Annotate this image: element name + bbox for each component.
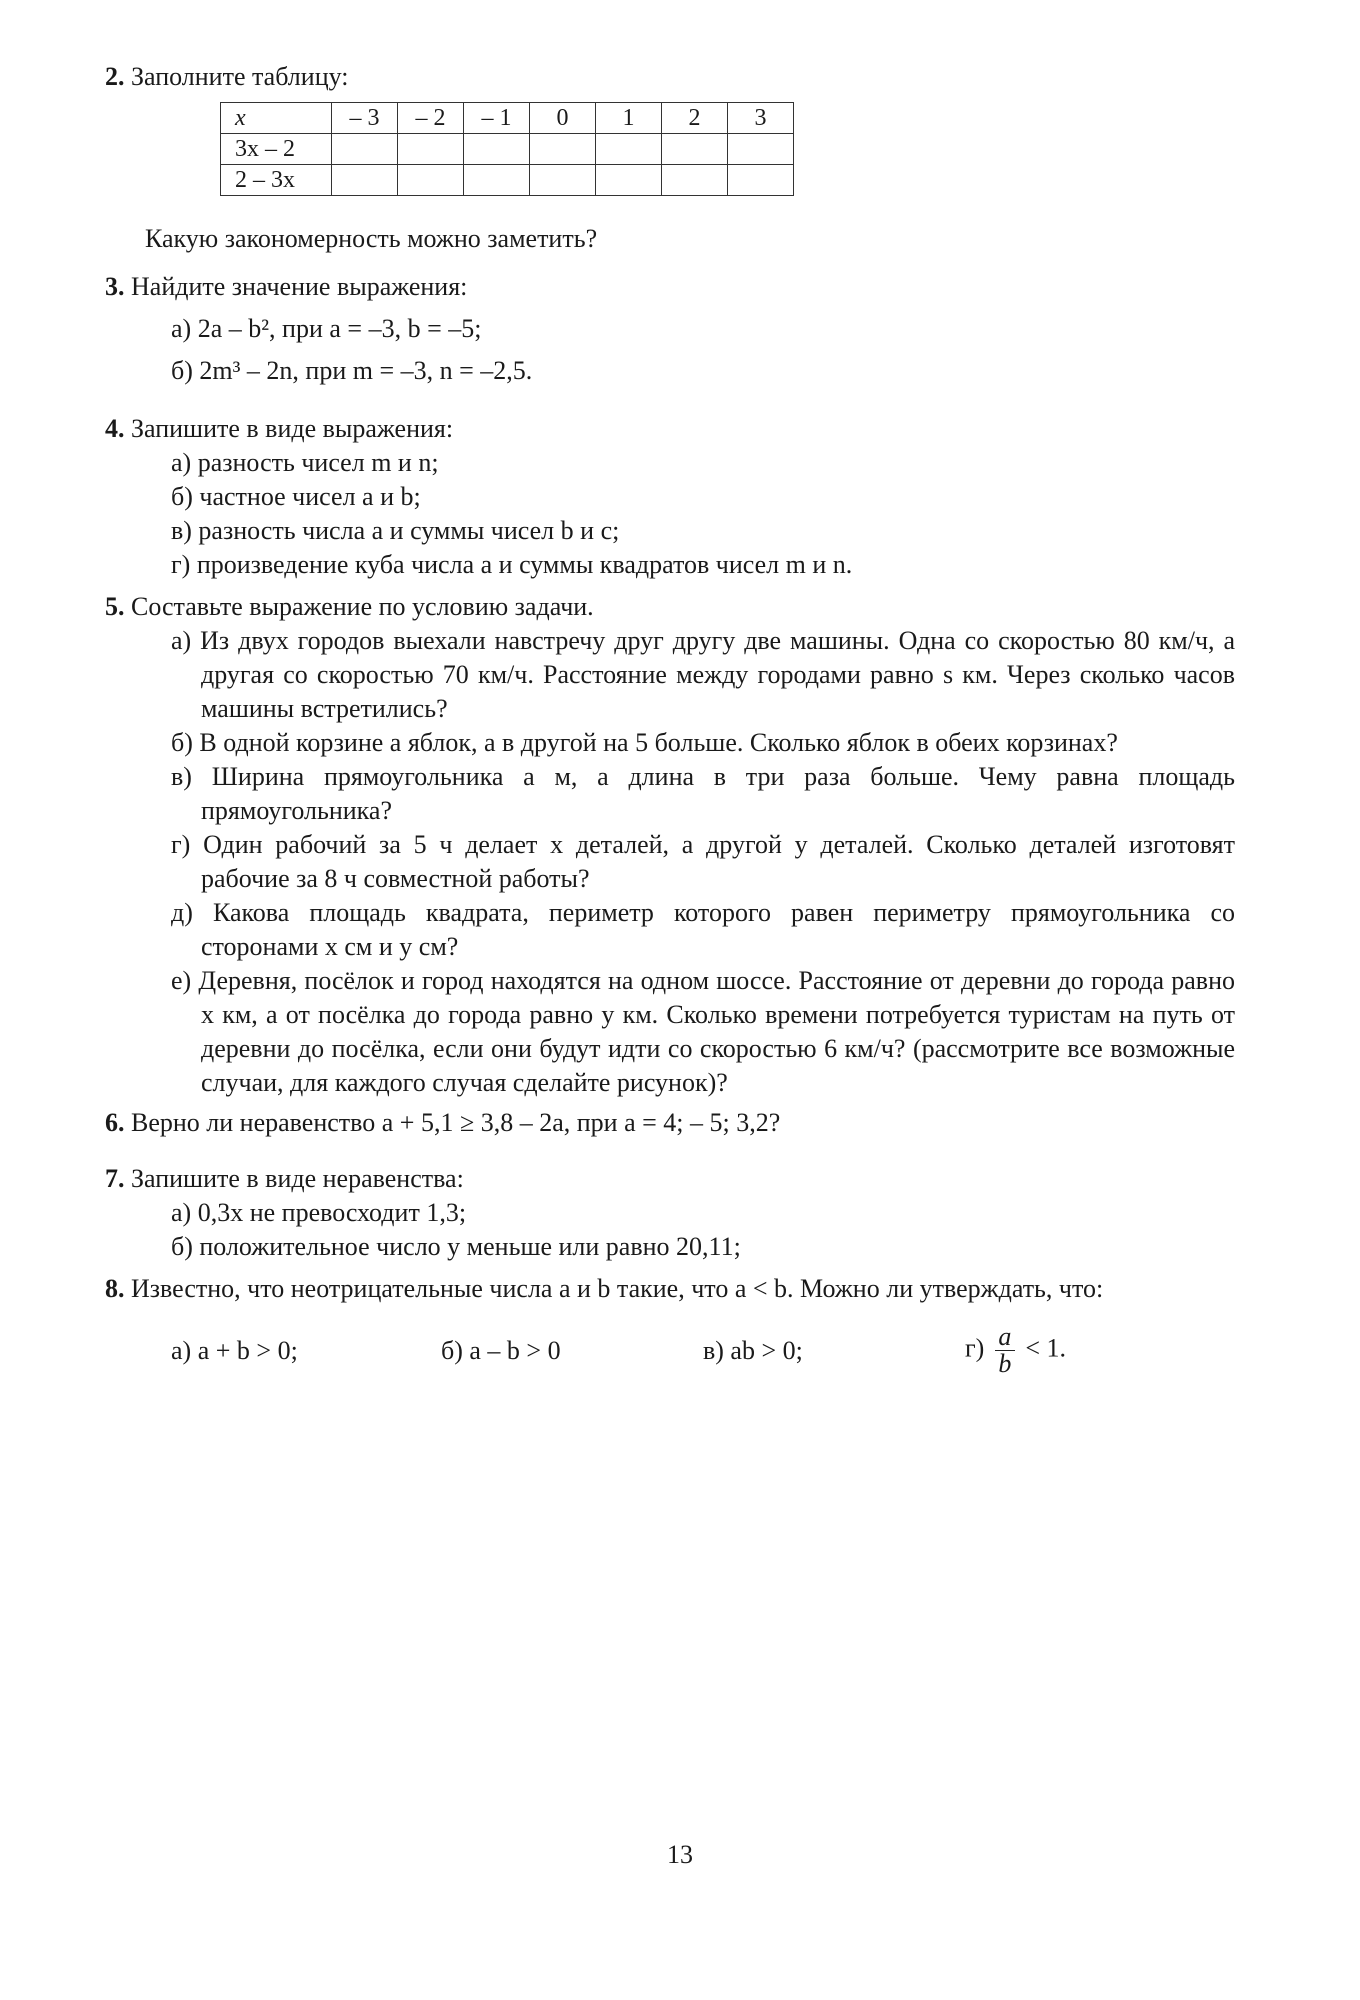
task-5-item-c: в) Ширина прямоугольника a м, а длина в три раза больше. Чему равна площадь прямоугольника? — [171, 762, 1235, 825]
task-4 — [105, 412, 1235, 582]
task-8 — [105, 1272, 1235, 1377]
task-6 — [105, 1106, 1235, 1140]
task-5-number: 5. — [105, 592, 125, 621]
task-6-number: 6. — [105, 1108, 125, 1137]
table-cell: – 1 — [464, 103, 530, 134]
task-3 — [105, 270, 1235, 388]
table-cell — [530, 165, 596, 196]
table-cell — [662, 134, 728, 165]
task-7-text: Запишите в виде неравенства: — [131, 1164, 464, 1193]
table-cell: – 3 — [332, 103, 398, 134]
table-cell — [728, 165, 794, 196]
table-row — [221, 165, 794, 196]
task-5-item-e: д) Какова площадь квадрата, периметр которого равен периметру прямоугольника со сторонами x см и y см? — [171, 898, 1235, 961]
task-3-item-a: а) 2a – b², при a = –3, b = –5; — [171, 314, 482, 343]
task-2-question — [105, 222, 1275, 256]
table-cell — [398, 134, 464, 165]
task-5-item-b: б) В одной корзине a яблок, а в другой на 5 больше. Сколько яблок в обеих корзинах? — [171, 728, 1118, 757]
table-cell — [464, 134, 530, 165]
task-6-text: Верно ли неравенство a + 5,1 ≥ 3,8 – 2a, при a = 4; – 5; 3,2? — [131, 1108, 781, 1137]
task-5-item-f: е) Деревня, посёлок и город находятся на одном шоссе. Расстояние от деревни до города равно x км, а от посёлка до города равно y км. Сколько времени потребуется туристам на путь от деревни до посёлка, если они будут идти со скоростью 6 км/ч? (рассмотрите все возможные случаи, для каждого случая сделайте рисунок)? — [171, 966, 1235, 1097]
task-3-number: 3. — [105, 272, 125, 301]
table-row — [221, 103, 794, 134]
task-4-item-a: а) разность чисел m и n; — [171, 448, 439, 477]
task-8-option-c: в) ab > 0; — [703, 1335, 803, 1365]
task-6-line — [105, 1106, 1235, 1140]
task-7-item-b: б) положительное число y меньше или равно 20,11; — [171, 1232, 741, 1261]
task-5 — [105, 590, 1235, 1100]
table-row — [221, 134, 794, 165]
task-7-item-a: а) 0,3x не превосходит 1,3; — [171, 1198, 467, 1227]
table-cell — [530, 134, 596, 165]
table-cell — [662, 165, 728, 196]
fraction — [995, 1324, 1015, 1377]
task-2-text: Заполните таблицу: — [131, 62, 349, 91]
task-2 — [105, 60, 1235, 94]
table-cell: 1 — [596, 103, 662, 134]
page-number: 13 — [667, 1840, 693, 1869]
task-8-line — [105, 1272, 1235, 1306]
table-cell — [596, 134, 662, 165]
option-d-suffix: < 1. — [1025, 1333, 1066, 1363]
task-7-title — [105, 1162, 1235, 1196]
table-cell — [464, 165, 530, 196]
task-8-options — [105, 1324, 1235, 1377]
task-4-title — [105, 412, 1235, 446]
table-cell — [398, 165, 464, 196]
table-cell: 3x – 2 — [221, 134, 332, 165]
table-cell: x — [221, 103, 332, 134]
table-cell — [332, 134, 398, 165]
task-8-option-a: а) a + b > 0; — [171, 1335, 298, 1365]
task-3-item-b: б) 2m³ – 2n, при m = –3, n = –2,5. — [171, 356, 533, 385]
fraction-denominator: b — [998, 1349, 1012, 1378]
task-4-item-d: г) произведение куба числа a и суммы квадратов чисел m и n. — [171, 550, 853, 579]
table-cell: 0 — [530, 103, 596, 134]
task-8-option-b: б) a – b > 0 — [441, 1335, 561, 1365]
task-7-number: 7. — [105, 1164, 125, 1193]
task-2-number: 2. — [105, 62, 125, 91]
task-5-title — [105, 590, 1235, 624]
table-cell: 3 — [728, 103, 794, 134]
question-text: Какую закономерность можно заметить? — [145, 224, 598, 253]
task-8-number: 8. — [105, 1274, 125, 1303]
task-4-text: Запишите в виде выражения: — [131, 414, 454, 443]
task-2-title — [105, 60, 1235, 94]
task-5-text: Составьте выражение по условию задачи. — [131, 592, 594, 621]
task-3-text: Найдите значение выражения: — [131, 272, 468, 301]
task-7 — [105, 1162, 1235, 1264]
option-d-prefix: г) — [965, 1333, 985, 1363]
task-8-option-d — [965, 1324, 1066, 1377]
task-5-item-a: а) Из двух городов выехали навстречу друг другу две машины. Одна со скоростью 80 км/ч, а другая со скоростью 70 км/ч. Расстояние между городами равно s км. Через сколько часов машины встретились? — [171, 626, 1235, 723]
table-cell — [596, 165, 662, 196]
task-5-item-d: г) Один рабочий за 5 ч делает x деталей, а другой y деталей. Сколько деталей изготовят рабочие за 8 ч совместной работы? — [171, 830, 1235, 893]
table-cell — [728, 134, 794, 165]
task-4-item-b: б) частное чисел a и b; — [171, 482, 421, 511]
task-8-text: Известно, что неотрицательные числа a и b такие, что a < b. Можно ли утверждать, что: — [131, 1274, 1104, 1303]
table-cell: – 2 — [398, 103, 464, 134]
table-cell: 2 — [662, 103, 728, 134]
table-cell: 2 – 3x — [221, 165, 332, 196]
table-cell — [332, 165, 398, 196]
fraction-numerator: a — [998, 1322, 1012, 1351]
task-4-item-c: в) разность числа a и суммы чисел b и c; — [171, 516, 620, 545]
task-4-number: 4. — [105, 414, 125, 443]
task-3-title — [105, 270, 1235, 304]
fill-table — [220, 102, 794, 196]
